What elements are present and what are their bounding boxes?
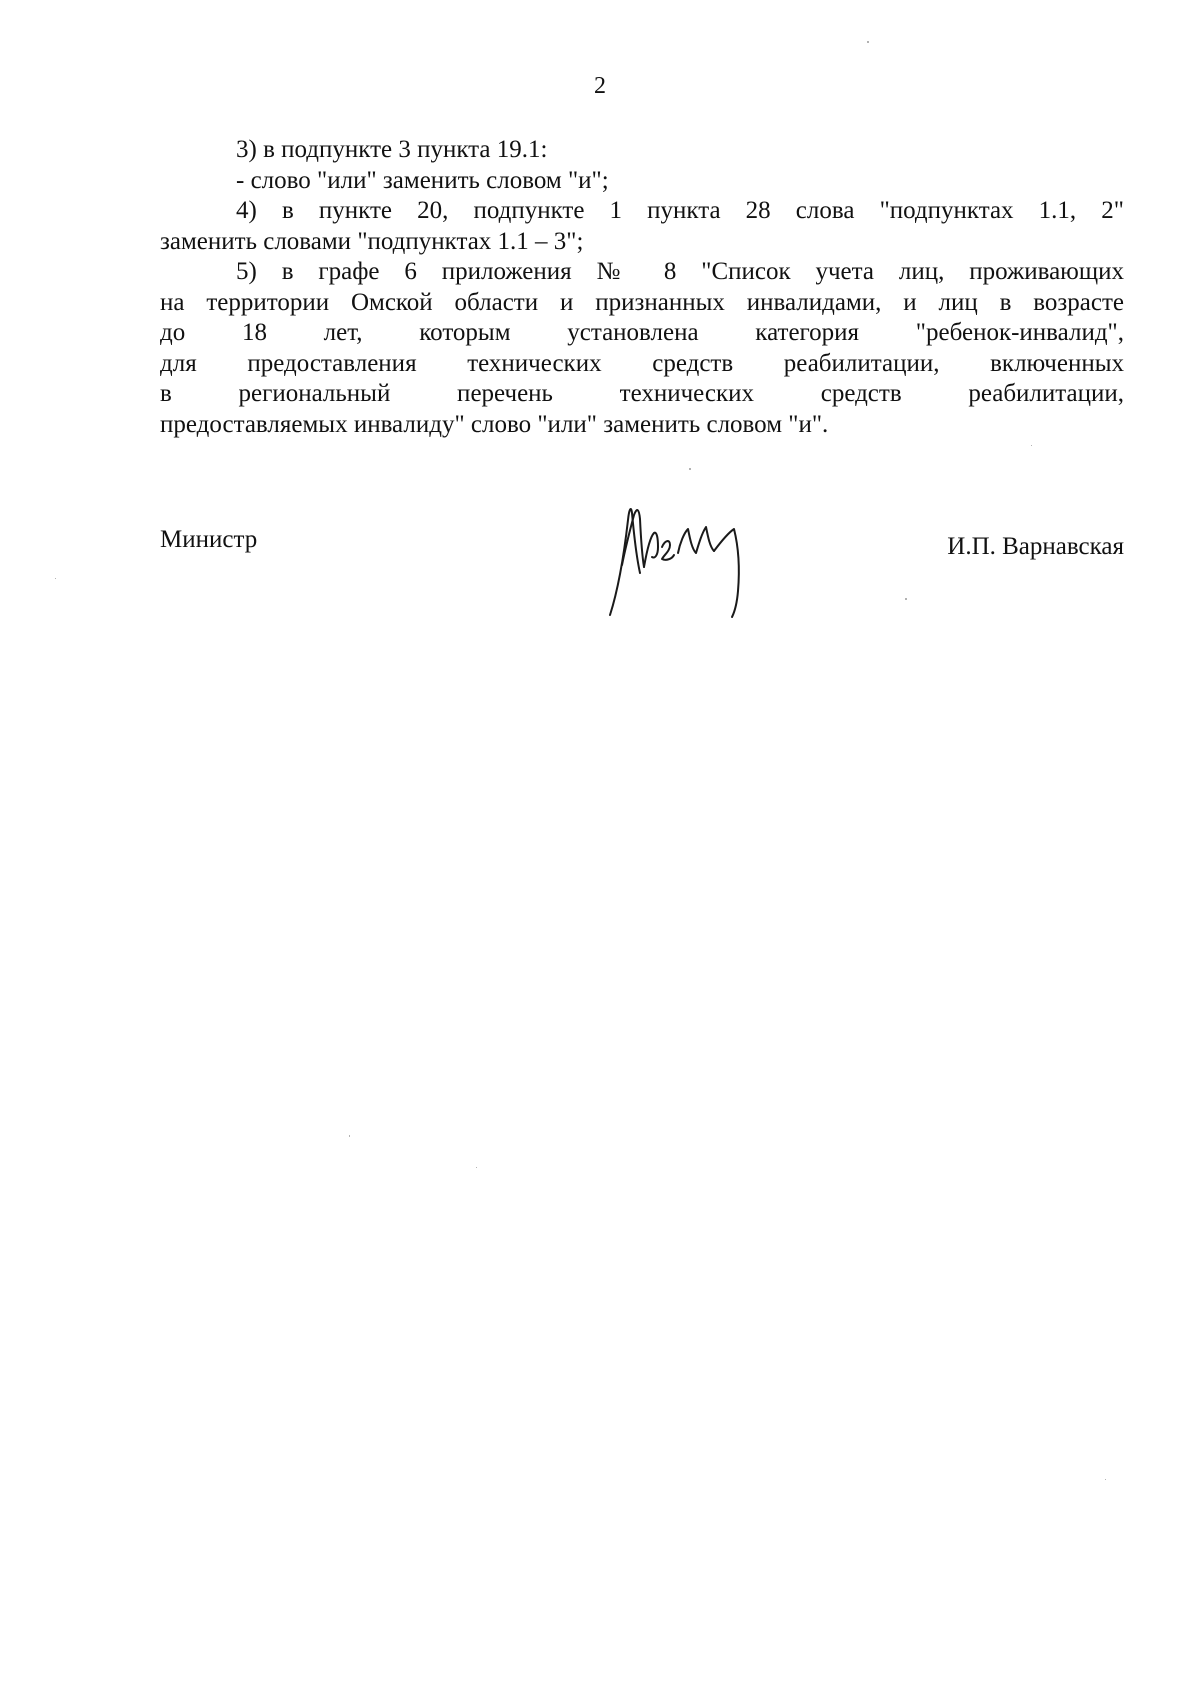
- scan-speck: [55, 578, 56, 579]
- item-3-heading: 3) в подпункте 3 пункта 19.1:: [236, 136, 548, 163]
- signature-block: [160, 520, 1124, 630]
- handwritten-signature: [600, 495, 770, 645]
- item-5-line-2: на территории Омской области и признанных инвалидами, и лиц в возрасте: [160, 288, 1124, 316]
- item-5-line-4: для предоставления технических средств реабилитации, включенных: [160, 349, 1124, 377]
- signer-title: Министр: [160, 526, 258, 553]
- scan-speck: [689, 468, 691, 470]
- item-3: [160, 135, 1124, 196]
- scan-speck: [349, 1135, 350, 1137]
- scan-speck: [905, 598, 907, 600]
- scan-speck: [1105, 1479, 1106, 1480]
- item-5-line-1: 5) в графе 6 приложения № 8 "Список учета лиц, проживающих: [236, 258, 1124, 285]
- page-number: 2: [594, 73, 606, 99]
- item-4: [160, 196, 1124, 257]
- scan-speck: [867, 41, 869, 43]
- item-5: [160, 257, 1124, 440]
- item-5-line-6: предоставляемых инвалиду" слово "или" заменить словом "и".: [160, 410, 829, 438]
- scan-speck: [1031, 445, 1032, 446]
- document-body: [160, 135, 1124, 440]
- item-4-line-2: заменить словами "подпунктах 1.1 – 3";: [160, 227, 584, 255]
- item-4-line-1: 4) в пункте 20, подпункте 1 пункта 28 слова "подпунктах 1.1, 2": [236, 197, 1124, 224]
- item-5-line-3: до 18 лет, которым установлена категория "ребенок-инвалид",: [160, 319, 1124, 346]
- scan-speck: [476, 1167, 477, 1168]
- item-3-text: - слово "или" заменить словом "и";: [236, 166, 609, 194]
- item-5-line-5: в региональный перечень технических средств реабилитации,: [160, 380, 1124, 407]
- signer-name: И.П. Варнавская: [947, 533, 1124, 560]
